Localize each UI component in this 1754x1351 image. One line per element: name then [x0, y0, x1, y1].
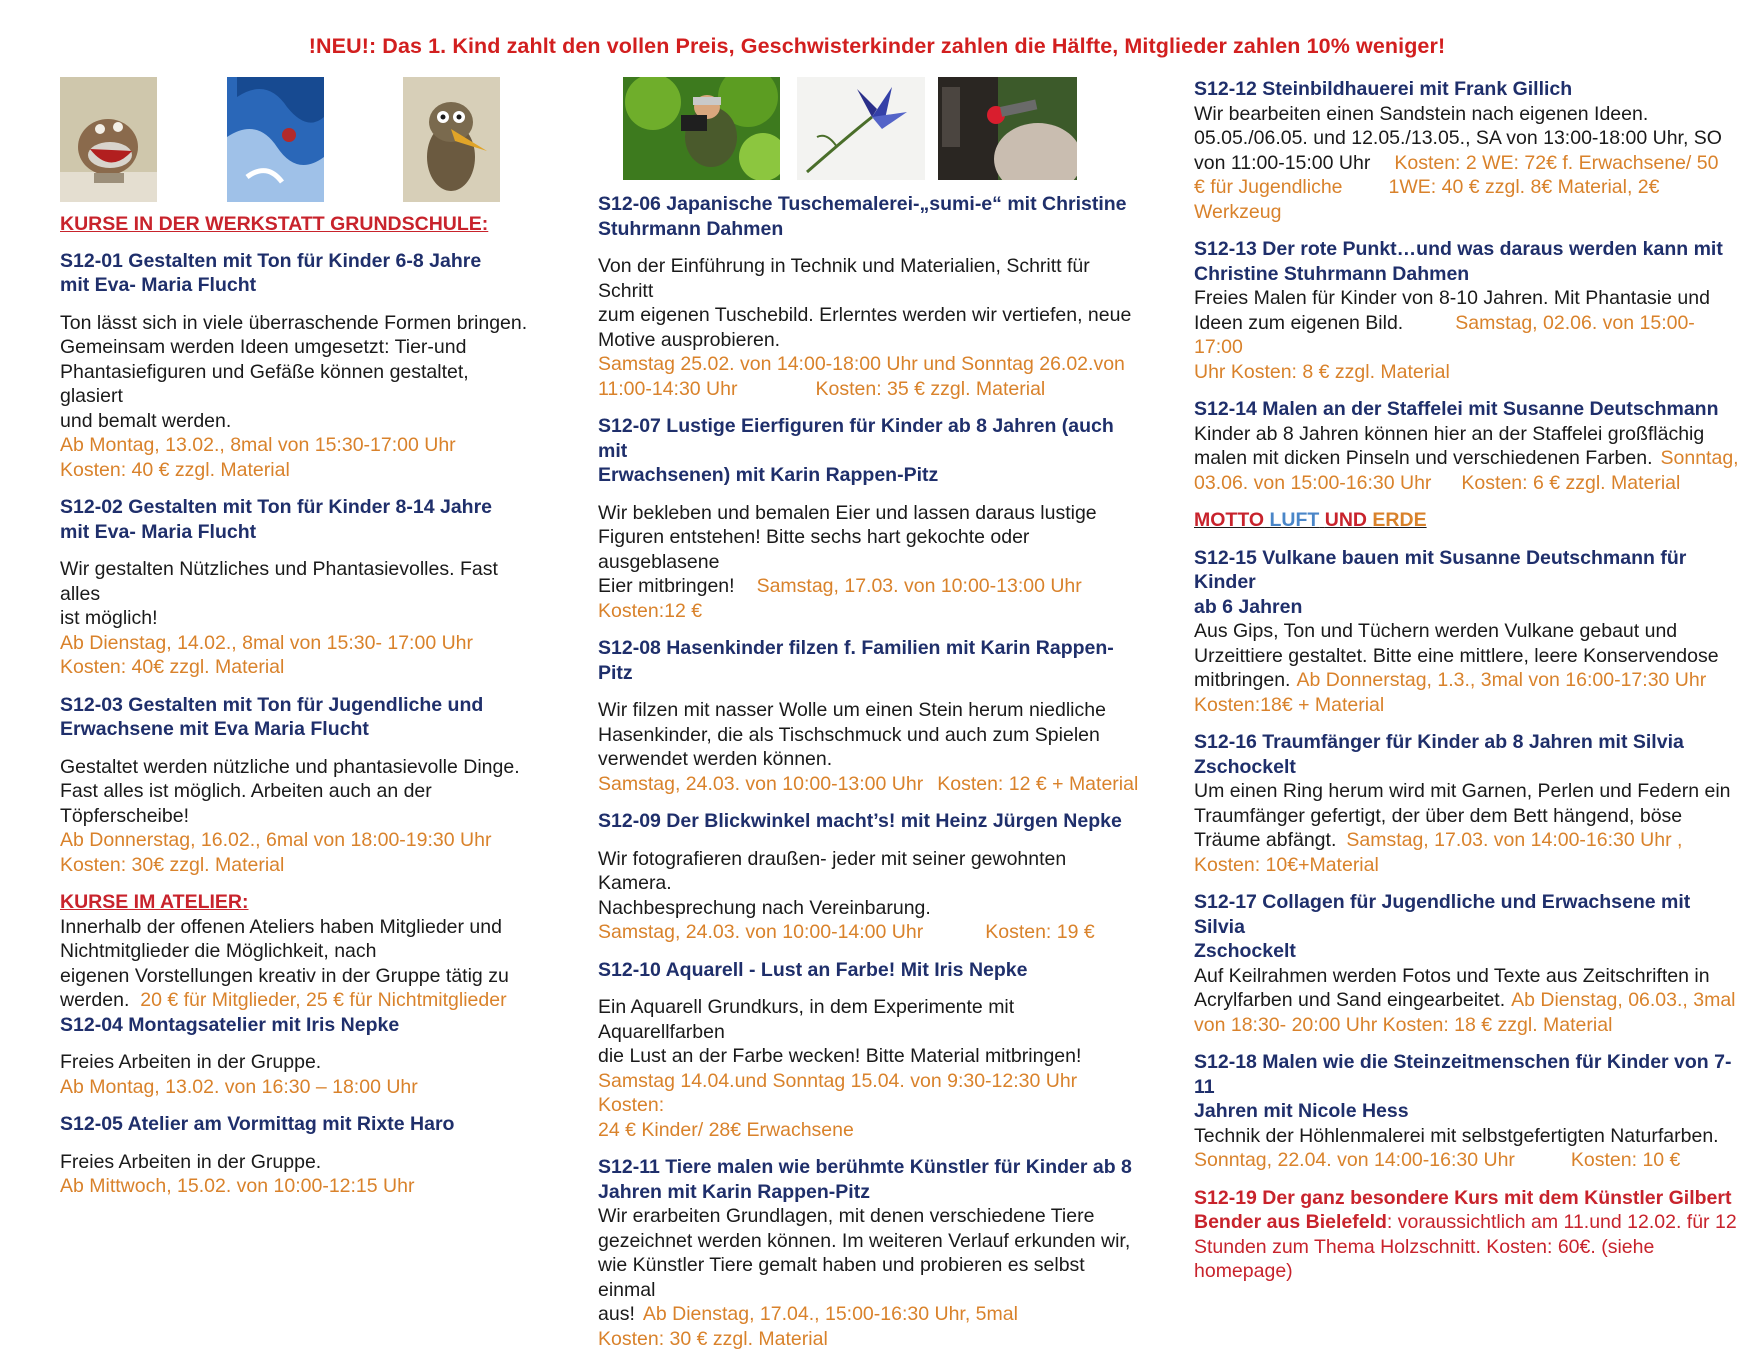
ceramic-creature-photo	[60, 77, 157, 202]
course-description: homepage)	[1194, 1259, 1739, 1284]
atelier-description: eigenen Vorstellungen kreativ in der Gruppe tätig zu	[60, 964, 530, 989]
course-title: Zschockelt	[1194, 939, 1739, 964]
course-description: zum eigenen Tuschebild. Erlerntes werden wir vertiefen, neue	[598, 303, 1143, 328]
course-cost: 24 € Kinder/ 28€ Erwachsene	[598, 1118, 1143, 1143]
course-s12-07	[598, 414, 1143, 623]
course-title: S12-19 Der ganz besondere Kurs mit dem Künstler Gilbert	[1194, 1186, 1739, 1211]
course-date: 11:00-14:30 Uhr	[598, 378, 737, 400]
course-s12-10	[598, 958, 1143, 1143]
course-description: die Lust an der Farbe wecken! Bitte Material mitbringen!	[598, 1044, 1143, 1069]
course-title: Christine Stuhrmann Dahmen	[1194, 262, 1739, 287]
course-cost: Kosten: 40 € zzgl. Material	[60, 458, 530, 483]
course-title: S12-07 Lustige Eierfiguren für Kinder ab 8 Jahren (auch mit	[598, 414, 1143, 463]
motto-word: UND	[1325, 509, 1367, 531]
course-s12-11	[598, 1155, 1143, 1351]
course-date: Samstag, 24.03. von 10:00-13:00 Uhr	[598, 773, 923, 795]
motto-word: MOTTO	[1194, 509, 1264, 531]
course-cost: Werkzeug	[1194, 200, 1739, 225]
section-heading-werkstatt: KURSE IN DER WERKSTATT GRUNDSCHULE:	[60, 212, 530, 237]
course-cost: Kosten: 10 €	[1571, 1149, 1681, 1171]
course-date: Samstag, 17.03. von 14:00-16:30 Uhr ,	[1346, 829, 1682, 851]
course-description: ist möglich!	[60, 606, 530, 631]
course-description: Kinder ab 8 Jahren können hier an der Staffelei großflächig	[1194, 422, 1739, 447]
course-date: Samstag 25.02. von 14:00-18:00 Uhr und Sonntag 26.02.von	[598, 352, 1143, 377]
course-cost: € für Jugendliche	[1194, 176, 1343, 198]
course-description: Ideen zum eigenen Bild.	[1194, 312, 1403, 334]
course-description: Freies Arbeiten in der Gruppe.	[60, 1150, 530, 1175]
course-title: S12-16 Traumfänger für Kinder ab 8 Jahren mit Silvia	[1194, 730, 1739, 755]
course-date: Sonntag,	[1661, 447, 1739, 469]
course-cost: 1WE: 40 € zzgl. 8€ Material, 2€	[1389, 176, 1660, 198]
course-description: Wir gestalten Nützliches und Phantasievolles. Fast alles	[60, 557, 530, 606]
course-description: verwendet werden können.	[598, 747, 1143, 772]
course-title: Jahren mit Karin Rappen-Pitz	[598, 1180, 1143, 1205]
course-title: S12-17 Collagen für Jugendliche und Erwachsene mit Silvia	[1194, 890, 1739, 939]
course-date: Samstag, 24.03. von 10:00-14:00 Uhr	[598, 921, 923, 943]
course-title: S12-09 Der Blickwinkel macht’s! mit Heinz Jürgen Nepke	[598, 809, 1143, 834]
course-title: S12-10 Aquarell - Lust an Farbe! Mit Iris Nepke	[598, 958, 1143, 983]
course-date: Samstag, 02.06. von 15:00-17:00	[1194, 312, 1695, 359]
course-cost: Kosten: 30 € zzgl. Material	[598, 1327, 1143, 1351]
course-s12-08	[598, 636, 1143, 796]
course-description: und bemalt werden.	[60, 409, 530, 434]
course-date: Ab Montag, 13.02. von 16:30 – 18:00 Uhr	[60, 1075, 530, 1100]
course-description: Wir erarbeiten Grundlagen, mit denen verschiedene Tiere	[598, 1204, 1143, 1229]
course-s12-03	[60, 693, 530, 878]
course-title: S12-04 Montagsatelier mit Iris Nepke	[60, 1013, 530, 1038]
course-description: Wir bearbeiten einen Sandstein nach eigenen Ideen.	[1194, 102, 1739, 127]
course-date: Sonntag, 22.04. von 14:00-16:30 Uhr	[1194, 1149, 1515, 1171]
course-title: S12-05 Atelier am Vormittag mit Rixte Haro	[60, 1112, 530, 1137]
ceramic-bird-photo	[403, 77, 500, 202]
course-description: Ein Aquarell Grundkurs, in dem Experimente mit Aquarellfarben	[598, 995, 1143, 1044]
course-s12-12	[1194, 77, 1739, 224]
column-right	[1194, 77, 1739, 1284]
atelier-description: Nichtmitglieder die Möglichkeit, nach	[60, 939, 530, 964]
course-description: Auf Keilrahmen werden Fotos und Texte aus Zeitschriften in	[1194, 964, 1739, 989]
course-title: Bender aus Bielefeld	[1194, 1211, 1387, 1233]
course-description: mitbringen.	[1194, 669, 1290, 691]
course-description: Motive ausprobieren.	[598, 328, 1143, 353]
course-s12-01	[60, 249, 530, 483]
motto-word: ERDE	[1372, 509, 1426, 531]
course-date: Ab Dienstag, 17.04., 15:00-16:30 Uhr, 5mal	[643, 1303, 1018, 1325]
course-cost: Kosten: 2 WE: 72€ f. Erwachsene/ 50	[1394, 152, 1718, 174]
course-s12-14	[1194, 397, 1739, 495]
course-title: S12-11 Tiere malen wie berühmte Künstler für Kinder ab 8	[598, 1155, 1143, 1180]
course-description: Technik der Höhlenmalerei mit selbstgefertigten Naturfarben.	[1194, 1124, 1739, 1149]
course-description: Nachbesprechung nach Vereinbarung.	[598, 896, 1143, 921]
course-s12-09	[598, 809, 1143, 945]
course-s12-15	[1194, 546, 1739, 718]
course-title: S12-02 Gestalten mit Ton für Kinder 8-14 Jahre	[60, 495, 530, 520]
course-title: S12-14 Malen an der Staffelei mit Susanne Deutschmann	[1194, 397, 1739, 422]
photographer-photo	[623, 77, 780, 180]
course-title: Erwachsene mit Eva Maria Flucht	[60, 717, 530, 742]
course-title: S12-03 Gestalten mit Ton für Jugendliche und	[60, 693, 530, 718]
course-cost: Kosten: 6 € zzgl. Material	[1461, 472, 1680, 494]
course-title: Jahren mit Nicole Hess	[1194, 1099, 1739, 1124]
course-description: Um einen Ring herum wird mit Garnen, Perlen und Federn ein	[1194, 779, 1739, 804]
course-description: Träume abfängt.	[1194, 829, 1336, 851]
course-description: Hasenkinder, die als Tischschmuck und auch zum Spielen	[598, 723, 1143, 748]
atelier-intro	[60, 915, 530, 1013]
course-title: S12-06 Japanische Tuschemalerei-„sumi-e“ mit Christine	[598, 192, 1143, 217]
course-date: Samstag 14.04.und Sonntag 15.04. von 9:30-12:30 Uhr	[598, 1070, 1077, 1092]
course-date: Ab Donnerstag, 1.3., 3mal von 16:00-17:30 Uhr	[1296, 669, 1706, 691]
middle-photos	[623, 77, 1143, 180]
course-cost: Kosten: 35 € zzgl. Material	[815, 378, 1045, 400]
course-description: Wir filzen mit nasser Wolle um einen Stein herum niedliche	[598, 698, 1143, 723]
course-title: Stuhrmann Dahmen	[598, 217, 1143, 242]
column-left	[60, 77, 530, 1199]
course-title: mit Eva- Maria Flucht	[60, 273, 530, 298]
course-description: Wir bekleben und bemalen Eier und lassen daraus lustige	[598, 501, 1143, 526]
course-date: Uhr Kosten: 8 € zzgl. Material	[1194, 360, 1739, 385]
course-description: malen mit dicken Pinseln und verschiedenen Farben.	[1194, 447, 1653, 469]
course-description: Wir fotografieren draußen- jeder mit seiner gewohnten Kamera.	[598, 847, 1143, 896]
course-s12-05	[60, 1112, 530, 1199]
course-description: Fast alles ist möglich. Arbeiten auch an der	[60, 779, 530, 804]
course-date: von 18:30- 20:00 Uhr Kosten: 18 € zzgl. Material	[1194, 1013, 1739, 1038]
course-description: Eier mitbringen!	[598, 575, 735, 597]
course-description: Töpferscheibe!	[60, 804, 530, 829]
course-cost: Kosten:	[598, 1094, 664, 1116]
blue-painting-photo	[227, 77, 324, 202]
course-date: Ab Donnerstag, 16.02., 6mal von 18:00-19:30 Uhr	[60, 828, 530, 853]
course-title: S12-15 Vulkane bauen mit Susanne Deutschmann für Kinder	[1194, 546, 1739, 595]
course-description: : voraussichtlich am 11.und 12.02. für 12	[1387, 1211, 1737, 1233]
course-s12-19	[1194, 1186, 1739, 1284]
course-date: Ab Dienstag, 14.02., 8mal von 15:30- 17:00 Uhr	[60, 631, 530, 656]
course-cost: Kosten:18€ + Material	[1194, 693, 1739, 718]
course-title: ab 6 Jahren	[1194, 595, 1739, 620]
motto-heading	[1194, 508, 1739, 533]
course-description: Phantasiefiguren und Gefäße können gestaltet, glasiert	[60, 360, 530, 409]
course-description: gezeichnet werden können. Im weiteren Verlauf erkunden wir,	[598, 1229, 1143, 1254]
course-cost: Kosten:12 €	[598, 599, 1143, 624]
course-date: Ab Mittwoch, 15.02. von 10:00-12:15 Uhr	[60, 1174, 530, 1199]
course-description: aus!	[598, 1303, 635, 1325]
atelier-description: werden.	[60, 989, 129, 1011]
course-s12-16	[1194, 730, 1739, 877]
course-cost: Kosten: 40€ zzgl. Material	[60, 655, 530, 680]
course-description: Aus Gips, Ton und Tüchern werden Vulkane gebaut und	[1194, 619, 1739, 644]
course-description: Von der Einführung in Technik und Materialien, Schritt für Schritt	[598, 254, 1143, 303]
course-title: S12-08 Hasenkinder filzen f. Familien mit Karin Rappen-Pitz	[598, 636, 1143, 685]
course-cost: Kosten: 19 €	[985, 921, 1095, 943]
stone-sculpting-photo	[938, 77, 1077, 180]
course-description: Urzeittiere gestaltet. Bitte eine mittlere, leere Konservendose	[1194, 644, 1739, 669]
course-title: Erwachsenen) mit Karin Rappen-Pitz	[598, 463, 1143, 488]
course-date: Ab Dienstag, 06.03., 3mal	[1511, 989, 1735, 1011]
atelier-description: Innerhalb der offenen Ateliers haben Mitglieder und	[60, 915, 530, 940]
course-description: Gemeinsam werden Ideen umgesetzt: Tier-und	[60, 335, 530, 360]
course-title: S12-01 Gestalten mit Ton für Kinder 6-8 Jahre	[60, 249, 530, 274]
course-description: Freies Arbeiten in der Gruppe.	[60, 1050, 530, 1075]
course-description: Stunden zum Thema Holzschnitt. Kosten: 60€. (siehe	[1194, 1235, 1739, 1260]
course-description: 05.05./06.05. und 12.05./13.05., SA von 13:00-18:00 Uhr, SO	[1194, 126, 1739, 151]
course-s12-18	[1194, 1050, 1739, 1173]
column-middle	[598, 77, 1143, 1351]
course-title: S12-13 Der rote Punkt…und was daraus werden kann mit	[1194, 237, 1739, 262]
course-s12-17	[1194, 890, 1739, 1037]
course-title: mit Eva- Maria Flucht	[60, 520, 530, 545]
course-date: 03.06. von 15:00-16:30 Uhr	[1194, 472, 1431, 494]
motto-word: LUFT	[1269, 509, 1319, 531]
course-description: von 11:00-15:00 Uhr	[1194, 152, 1370, 174]
course-cost: Kosten: 10€+Material	[1194, 853, 1739, 878]
atelier-price: 20 € für Mitglieder, 25 € für Nichtmitglieder	[140, 989, 506, 1011]
course-description: Ton lässt sich in viele überraschende Formen bringen.	[60, 311, 530, 336]
course-description: Traumfänger gefertigt, der über dem Bett hängend, böse	[1194, 804, 1739, 829]
course-title: S12-12 Steinbildhauerei mit Frank Gillich	[1194, 77, 1739, 102]
course-description: Gestaltet werden nützliche und phantasievolle Dinge.	[60, 755, 530, 780]
ceramics-photos	[60, 77, 530, 202]
course-description: Figuren entstehen! Bitte sechs hart gekochte oder ausgeblasene	[598, 525, 1143, 574]
course-title: S12-18 Malen wie die Steinzeitmenschen für Kinder von 7-11	[1194, 1050, 1739, 1099]
course-date: Ab Montag, 13.02., 8mal von 15:30-17:00 Uhr	[60, 433, 530, 458]
course-description: Acrylfarben und Sand eingearbeitet.	[1194, 989, 1505, 1011]
course-s12-02	[60, 495, 530, 680]
course-date: Samstag, 17.03. von 10:00-13:00 Uhr	[757, 575, 1082, 597]
course-cost: Kosten: 12 € + Material	[937, 773, 1138, 795]
course-title: Zschockelt	[1194, 755, 1739, 780]
headline: !NEU!: Das 1. Kind zahlt den vollen Preis, Geschwisterkinder zahlen die Hälfte, Mitglieder zahlen 10% weniger!	[0, 34, 1754, 59]
course-description: wie Künstler Tiere gemalt haben und probieren es selbst einmal	[598, 1253, 1143, 1302]
course-s12-13	[1194, 237, 1739, 384]
section-heading-atelier: KURSE IM ATELIER:	[60, 890, 530, 915]
course-s12-04	[60, 1013, 530, 1100]
course-description: Freies Malen für Kinder von 8-10 Jahren. Mit Phantasie und	[1194, 286, 1739, 311]
flower-painting-photo	[797, 77, 925, 180]
course-s12-06	[598, 192, 1143, 401]
course-cost: Kosten: 30€ zzgl. Material	[60, 853, 530, 878]
